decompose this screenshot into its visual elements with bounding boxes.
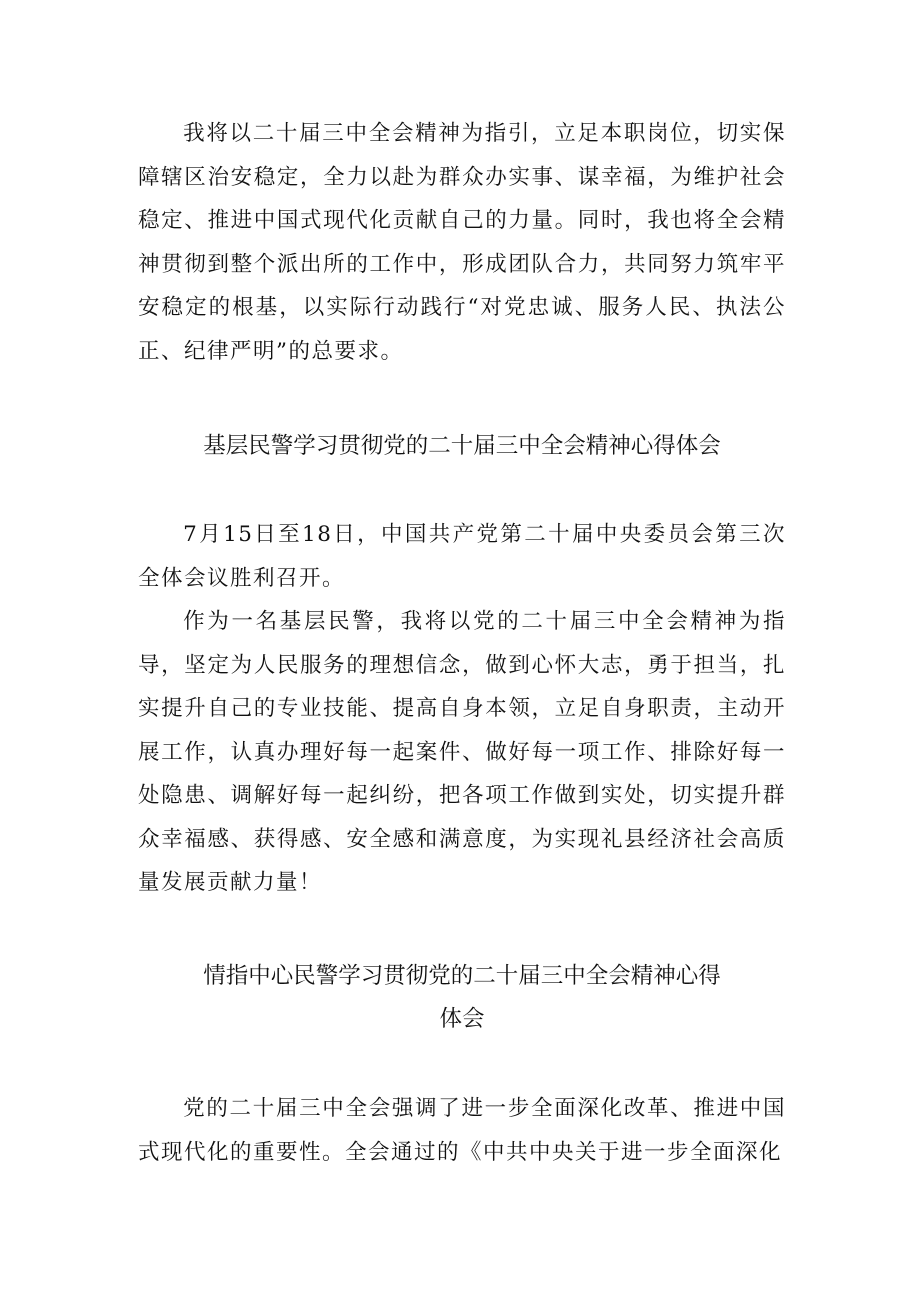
section3-paragraph: 党的二十届三中全会强调了进一步全面深化改革、推进中国式现代化的重要性。全会通过的《中共中央关于进一步全面深化 <box>138 1096 786 1165</box>
section2-paragraph-2: 作为一名基层民警，我将以党的二十届三中全会精神为指导，坚定为人民服务的理想信念，做到心怀大志，勇于担当，扎实提升自己的专业技能、提高自身本领，立足自身职责，主动开展工作，认真办理好每一起案件、做好每一项工作、排除好每一处隐患、调解好每一起纠纷，把各项工作做到实处，切实提升群众幸福感、获得感、安全感和满意度，为实现礼县经济社会高质量发展贡献力量！ <box>138 609 786 895</box>
section2-title: 基层民警学习贯彻党的二十届三中全会精神心得体会 <box>203 433 721 459</box>
section3-title <box>138 955 786 1041</box>
section1-paragraph: 我将以二十届三中全会精神为指引，立足本职岗位，切实保障辖区治安稳定，全力以赴为群众办实事、谋幸福，为维护社会稳定、推进中国式现代化贡献自己的力量。同时，我也将全会精神贯彻到整个派出所的工作中，形成团队合力，共同努力筑牢平安稳定的根基，以实际行动践行“对党忠诚、服务人民、执法公正、纪律严明”的总要求。 <box>138 121 786 364</box>
section3-title-line2: 体会 <box>439 1006 485 1032</box>
section2-paragraph-1: 7月15日至18日，中国共产党第二十届中央委员会第三次全体会议胜利召开。 <box>138 522 786 591</box>
section3-title-line1: 情指中心民警学习贯彻党的二十届三中全会精神心得 <box>203 963 721 989</box>
